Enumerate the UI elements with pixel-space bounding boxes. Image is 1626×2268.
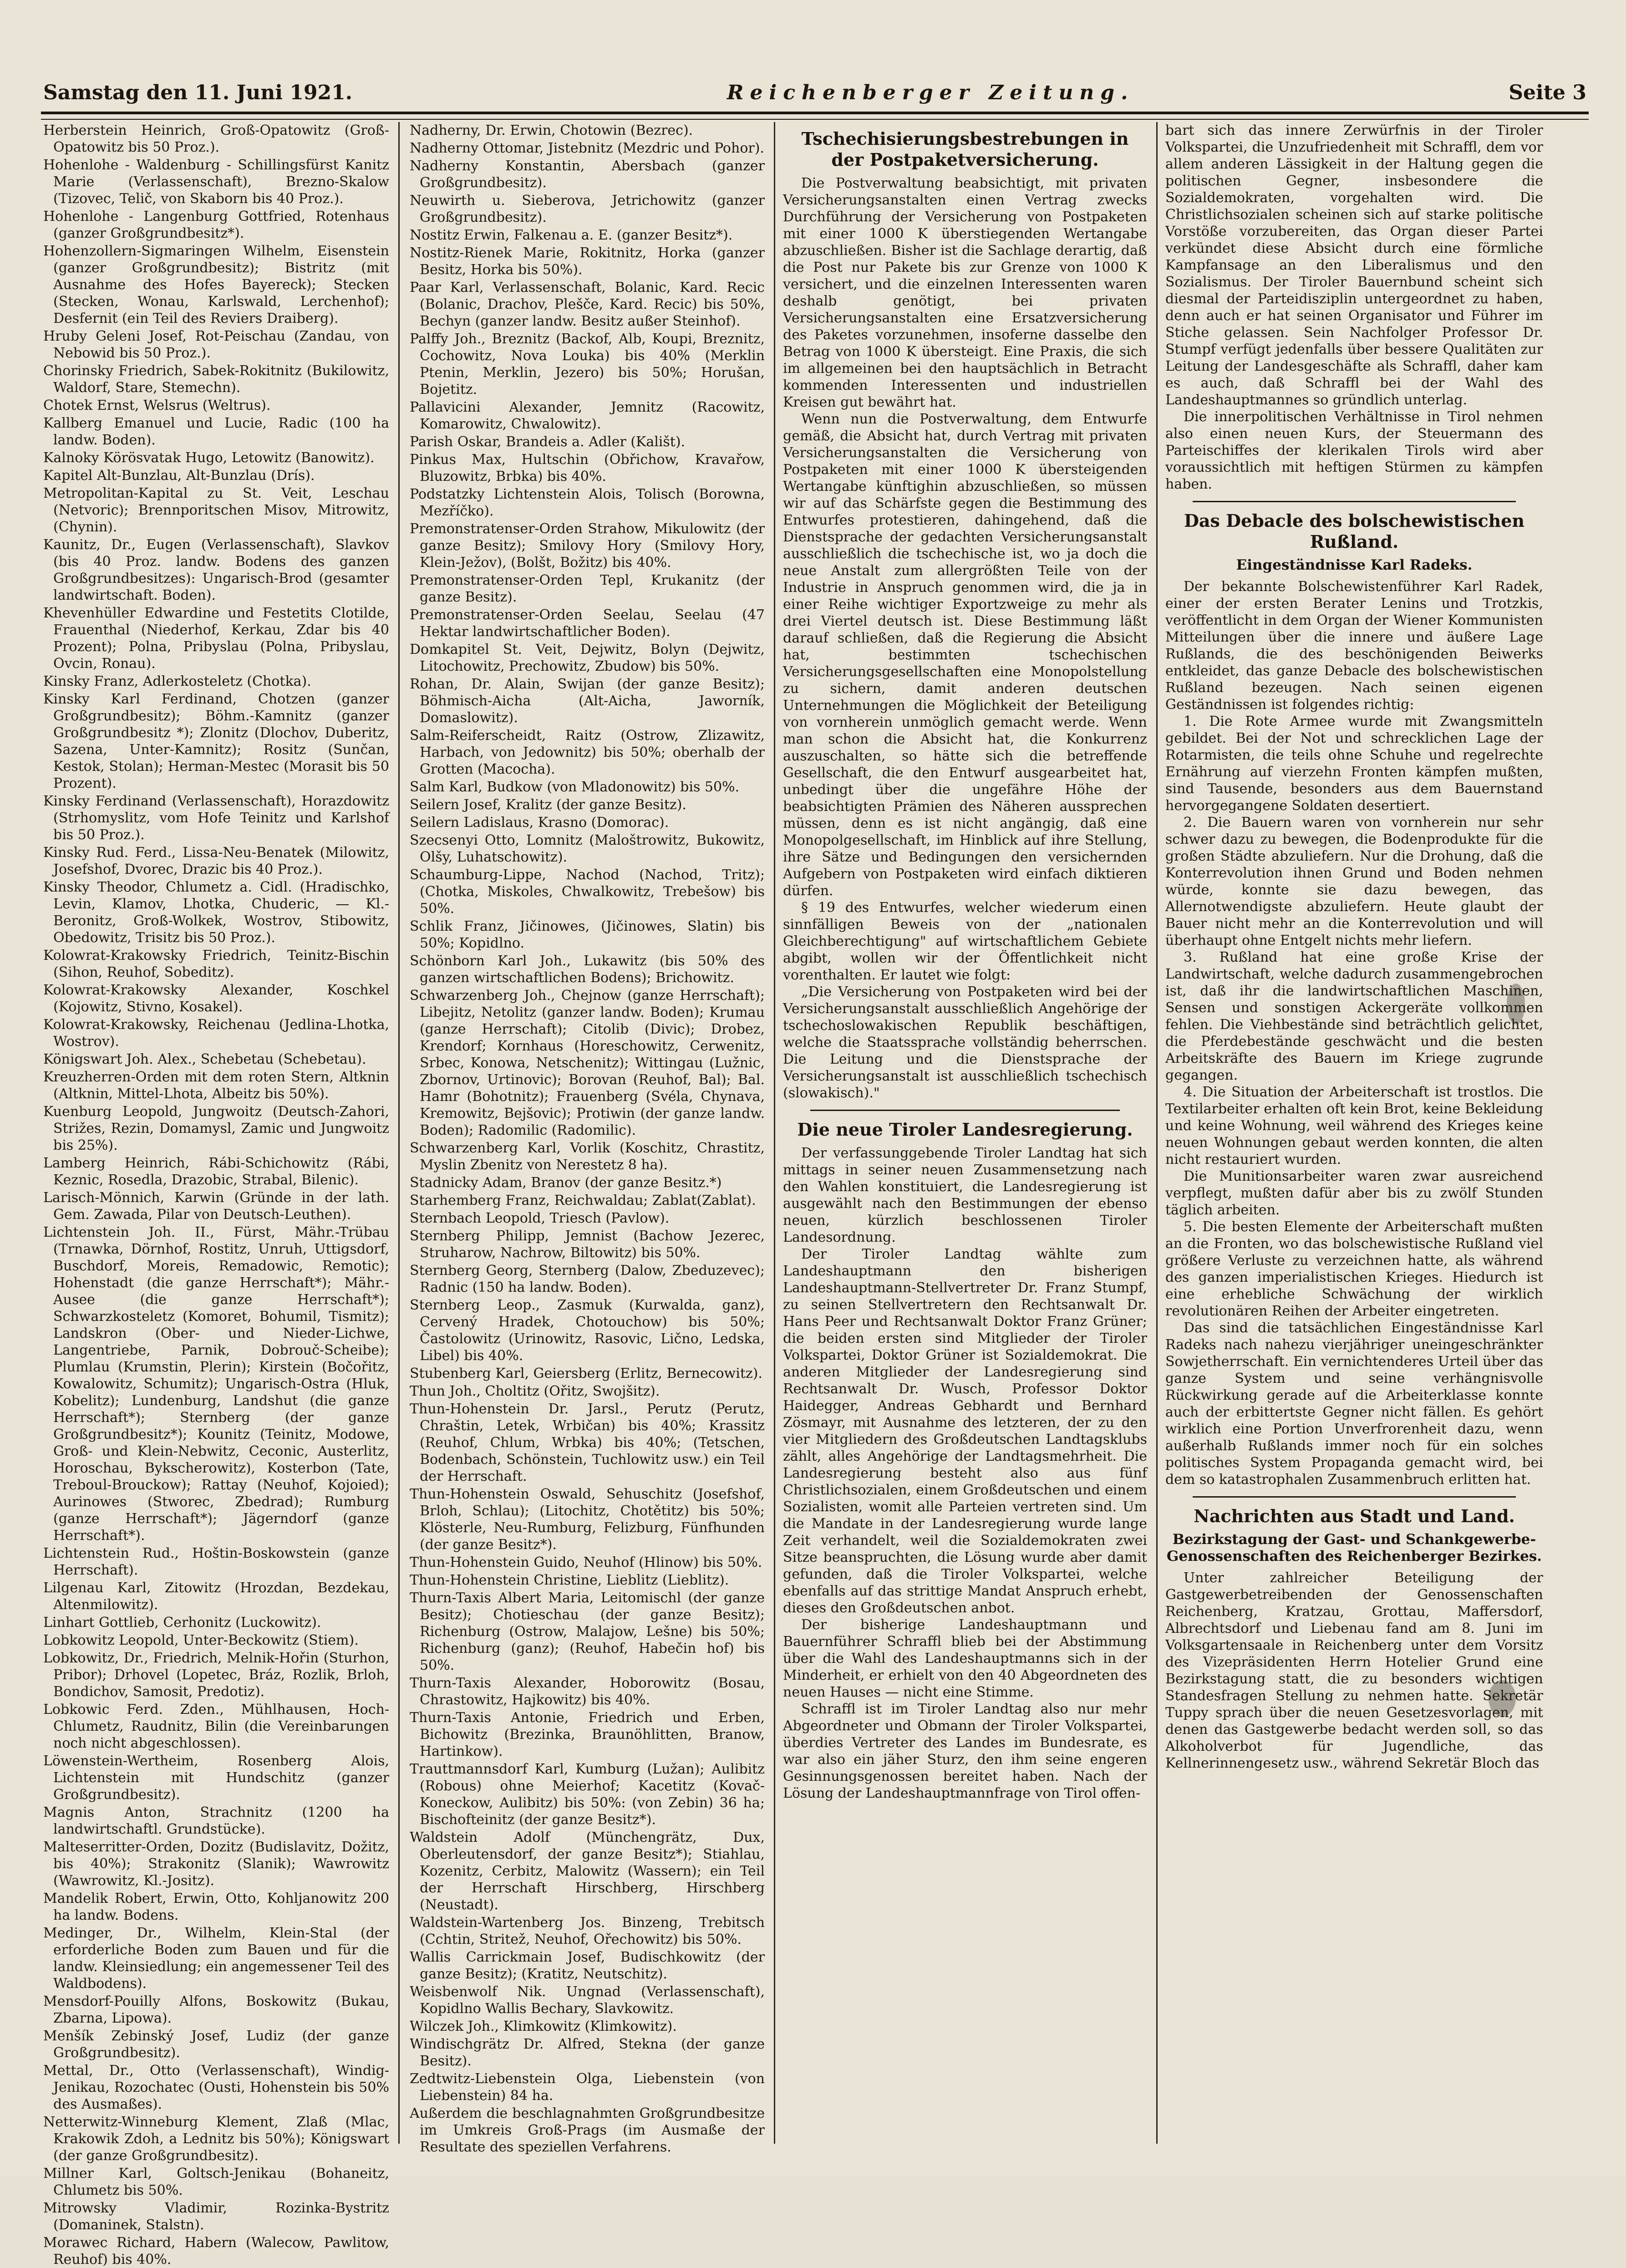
- estate-entry: Königswart Joh. Alex., Schebetau (Schebetau).: [43, 1051, 366, 1067]
- estate-entry: Kaunitz, Dr., Eugen (Verlassenschaft), Slavkov (bis 40 Proz. landw. Bodens des ganzen Großgrundbesitzes): Ungarisch-Brod (gesamter landwirtschaft. Boden).: [43, 537, 389, 603]
- estate-entry: Khevenhüller Edwardine und Festetits Clotilde, Frauenthal (Niederhof, Kerkau, Zdar bis 40 Prozent); Polna, Pribyslau (Polna, Pribyslau, Ovcin, Ronau).: [43, 605, 389, 672]
- estate-entry: Lichtenstein Rud., Hoštin-Boskowstein (ganze Herrschaft).: [43, 1545, 389, 1578]
- estate-entry: Kinsky Theodor, Chlumetz a. Cidl. (Hradischko, Levin, Klamov, Lhotka, Chuderic, — Kl.-Beronitz, Groß-Wolkek, Wostrov, Stibowitz, Obedowitz, Trisitz bis 50 Proz.).: [43, 879, 389, 946]
- article-separator: [810, 1110, 1120, 1111]
- article-paragraph: Der Tiroler Landtag wählte zum Landeshauptmann den bisherigen Landeshauptmann-Stellvertreter Dr. Franz Stumpf, zu seinen Stellvertretern den Rechtsanwalt Dr. Hans Peer und Rechtsanwalt Doktor Franz Grüner; die beiden ersten sind Mitglieder der Tiroler Volkspartei, Doktor Grüner ist Sozialdemokrat. Die anderen Mitglieder der Landesregierung sind Rechtsanwalt Dr. Wusch, Professor Doktor Haidegger, Andreas Gebhardt und Bernhard Zösmayr, mit Ausnahme des letzteren, der zu den vier Mitgliedern des Großdeutschen Landtagsklubs zählt, alles Angehörige der Landtagsmehrheit. Die Landesregierung besteht also aus fünf Christlichsozialen, einem Großdeutschen und einem Sozialisten, womit alle Parteien vertreten sind. Um die Mandate in der Landesregierung wurde lange Zeit verhandelt, weil die Sozialdemokraten zwei Sitze beanspruchten, die Lösung wurde aber damit gefunden, daß die Tiroler Volkspartei, welche ebenfalls auf das strittige Mandat Anspruch erhebt, dieses den Großdeutschen anbot.: [783, 1246, 1147, 1616]
- header-rule: [41, 112, 1589, 120]
- page-header: [43, 76, 1586, 108]
- estate-entry: Pinkus Max, Hultschin (Obřichow, Kravařow, Bluzowitz, Brbka) bis 40%.: [410, 452, 765, 484]
- estate-entry: Trauttmannsdorf Karl, Kumburg (Lužan); Aulibitz (Robous) ohne Meierhof; Kacetitz (Kovač-Koneckow, Aulibitz) bis 50%: (von Zebin) 36 ha; Bischofteinitz (der ganze Besitz*).: [410, 1761, 765, 1828]
- estate-entry: Pallavicini Alexander, Jemnitz (Racowitz, Komarowitz, Chwalowitz).: [410, 399, 765, 432]
- estate-entry: Thurn-Taxis Albert Maria, Leitomischl (der ganze Besitz); Chotieschau (der ganze Besitz); Richenburg (Ostrow, Malajow, Lešne) bis 50%; Richenburg (ganz); (Reuhof, Habečin hof) bis 50%.: [410, 1590, 765, 1673]
- article-subheadline-bezirkstagung: Bezirkstagung der Gast- und Schankgewerbe-Genossenschaften des Reichenberger Bezirkes.: [1166, 1531, 1542, 1565]
- estate-entry: Thurn-Taxis Alexander, Hoborowitz (Bosau, Chrastowitz, Hajkowitz) bis 40%.: [410, 1675, 765, 1708]
- estate-entry: Nadherny Ottomar, Jistebnitz (Mezdric und Pohor).: [410, 140, 764, 156]
- estate-entry: Seilern Josef, Kralitz (der ganze Besitz).: [410, 797, 686, 813]
- estate-entry: Thun-Hohenstein Guido, Neuhof (Hlinow) bis 50%.: [410, 1554, 762, 1570]
- estate-list-column-1: [43, 122, 389, 2268]
- article-paragraph: Der verfassunggebende Tiroler Landtag hat sich mittags in seiner neuen Zusammensetzung nach den Wahlen konstituiert, die Landesregierung ist ausgewählt nach den Bestimmungen der ebenso neuen, kürzlich beschlossenen Tiroler Landesordnung.: [783, 1145, 1147, 1245]
- column-divider: [774, 122, 775, 2144]
- article-subheadline-radek: Eingeständnisse Karl Radeks.: [1236, 557, 1473, 573]
- estate-entry: Premonstratenser-Orden Seelau, Seelau (47 Hektar landwirtschaftlicher Boden).: [410, 607, 765, 640]
- estate-entry: Windischgrätz Dr. Alfred, Stekna (der ganze Besitz).: [410, 2036, 765, 2069]
- article-paragraph: Der bisherige Landeshauptmann und Bauernführer Schraffl blieb bei der Abstimmung über die Wahl des Landeshauptmanns sich in der Minderheit, er erhielt von den 40 Abgeordneten des neuen Hauses — nicht eine Stimme.: [783, 1617, 1147, 1700]
- article-paragraph: bart sich das innere Zerwürfnis in der Tiroler Volkspartei, die Unzufriedenheit mit Schraffl, dem vor allem anderen Lässigkeit in der Haltung gegen die politischen Gegner, insbesondere die Sozialdemokraten, vorgehalten wird. Die Christlichsozialen scheinen sich auf starke politische Vorstöße vorzubereiten, das Organ dieser Partei verkündet diese Absicht durch eine förmliche Kampfansage an den Liberalismus und den Sozialismus. Der Tiroler Bauernbund scheint sich diesmal der Parteidisziplin untergeordnet zu haben, denn auch er hat seinen Organisator und Führer im Stiche gelassen. Sein Nachfolger Professor Dr. Stumpf verfügt jedenfalls über bessere Qualitäten zur Leitung der Landesgeschäfte als Schraffl, daher kam es auch, daß Schraffl bei der Wahl des Landeshauptmannes so gründlich unterlag.: [1165, 122, 1543, 408]
- estate-entry: Löwenstein-Wertheim, Rosenberg Alois, Lichtenstein mit Hundschitz (ganzer Großgrundbesitz).: [43, 1753, 389, 1803]
- article-separator: [1193, 1496, 1516, 1498]
- column-divider: [1156, 122, 1158, 2144]
- article-paragraph: 2. Die Bauern waren von vornherein nur sehr schwer dazu zu bewegen, die Bodenprodukte für die großen Städte abzuliefern. Nur die Drohung, daß die Konterrevolution ihnen Grund und Boden nehmen würde, konnte sie dazu bewegen, das Allernotwendigste abzuliefern. Heute glaubt der Bauer nicht mehr an die Konterrevolution und will überhaupt ohne Entgelt nichts mehr liefern.: [1165, 815, 1543, 948]
- estate-entry: Hohenlohe - Langenburg Gottfried, Rotenhaus (ganzer Großgrundbesitz*).: [43, 209, 389, 241]
- estate-entry: Mandelik Robert, Erwin, Otto, Kohljanowitz 200 ha landw. Bodens.: [43, 1891, 389, 1923]
- issue-date: Samstag den 11. Juni 1921.: [43, 81, 353, 104]
- estate-entry: Schwarzenberg Karl, Vorlik (Koschitz, Chrastitz, Myslin Zbenitz von Nerestetz 8 ha).: [410, 1140, 765, 1173]
- article-column-3: [783, 122, 1147, 2144]
- article-paragraph: Die innerpolitischen Verhältnisse in Tirol nehmen also einen neuen Kurs, der Steuermann des Parteischiffes der klerikalen Tirols wird aber voraussichtlich mit heftigen Stürmen zu kämpfen haben.: [1165, 409, 1543, 492]
- column-divider: [398, 122, 400, 2144]
- estate-entry: Nostitz Erwin, Falkenau a. E. (ganzer Besitz*).: [410, 227, 733, 243]
- estate-entry: Lichtenstein Joh. II., Fürst, Mähr.-Trübau (Trnawka, Dörnhof, Rostitz, Unruh, Uttigsdorf, Buschdorf, Moreis, Remadowic, Remotic); Hohenstadt (die ganze Herrschaft*); Mähr.-Ausee (die ganze Herrschaft*); Schwarzkosteletz (Komoret, Bohumil, Tismitz); Landskron (Ober- und Nieder-Lichwe, Langentriebe, Parnik, Dobrouč-Scheibe); Plumlau (Krumstin, Plerin); Kirstein (Bočořitz, Kowalowitz, Schumitz); Ungarisch-Ostra (Hluk, Kobelitz); Lundenburg, Landshut (die ganze Herrschaft*); Sternberg (der ganze Großgrundbesitz*); Kounitz (Teinitz, Modowe, Groß- und Klein-Nebwitz, Ceconic, Austerlitz, Horoschau, Bykscherowitz), Kosterbon (Tate, Treboul-Brouckow); Rattay (Neuhof, Kojoied); Aurinowes (Stworec, Zbedrad); Rumburg (ganze Herrschaft*); Jägerndorf (ganze Herrschaft*).: [43, 1224, 389, 1544]
- article-headline-tschechisierung: Tschechisierungsbestrebungen in der Postpaketversicherung.: [801, 128, 1129, 170]
- estate-entry: Medinger, Dr., Wilhelm, Klein-Stal (der erforderliche Boden zum Bauen und für die landw. Kleinsiedlung; ein angemessener Teil des Waldbodens).: [43, 1925, 389, 1992]
- ink-smudge: [1507, 984, 1525, 1024]
- estate-entry: Metropolitan-Kapital zu St. Veit, Leschau (Netvoric); Brennporitschen Misov, Mitrowitz, (Chynin).: [43, 485, 389, 535]
- estate-entry: Thurn-Taxis Antonie, Friedrich und Erben, Bichowitz (Brezinka, Braunöhlitten, Branow, Hartinkow).: [410, 1710, 765, 1759]
- estate-entry: Lilgenau Karl, Zitowitz (Hrozdan, Bezdekau, Altenmilowitz).: [43, 1580, 389, 1613]
- estate-entry: Rohan, Dr. Alain, Swijan (der ganze Besitz); Böhmisch-Aicha (Alt-Aicha, Jaworník, Domaslowitz).: [410, 676, 765, 726]
- article-paragraph: „Die Versicherung von Postpaketen wird bei der Versicherungsanstalt ausschließlich Angehörige der tschechoslowakischen Republik beschäftigen, welche die Staatssprache vollständig beherrschen. Die Leitung und die Dienstsprache der Versicherungsanstalt ist ausschließlich tschechisch (slowakisch).": [783, 984, 1147, 1101]
- article-paragraph: § 19 des Entwurfes, welcher wiederum einen sinnfälligen Beweis von der „nationalen Gleichberechtigung" auf wirtschaftlichem Gebiete abgibt, wollen wir der Öffentlichkeit nicht vorenthalten. Er lautet wie folgt:: [783, 900, 1147, 983]
- article-headline-debacle: Das Debacle des bolschewistischen Rußland.: [1184, 510, 1525, 552]
- article-headline-tiroler: Die neue Tiroler Landesregierung.: [797, 1119, 1133, 1140]
- estate-entry: Schwarzenberg Joh., Chejnow (ganze Herrschaft); Libejitz, Netolitz (ganzer landw. Boden); Krumau (ganze Herrschaft); Citolib (Divic); Drobez, Krendorf; Kornhaus (Horeschowitz, Cerwenitz, Srbec, Konowa, Netschenitz); Wittingau (Lužnic, Zbornov, Urtinovic); Borovan (Reuhof, Bal); Bal. Hamr (Bohotnitz); Frauenberg (Svéla, Chynava, Kremowitz, Bejšovic); Protiwin (der ganze landw. Boden); Radomilic (Radomilic).: [410, 988, 765, 1138]
- article-paragraph: Das sind die tatsächlichen Eingeständnisse Karl Radeks nach nahezu vierjähriger uneingeschränkter Sowjetherrschaft. Ein vernichtenderes Urteil über das ganze System und seine verhängnisvolle Rückwirkung gerade auf die Arbeiterklasse konnte auch der erbittertste Gegner nicht fällen. Es gehört wirklich eine Portion Unverfrorenheit dazu, wenn außerhalb Rußlands immer noch für ein solches politisches System Propaganda gemacht wird, bei dem so katastrophalen Zusammenbruch erlitten hat.: [1165, 1320, 1543, 1488]
- ink-smudge: [1489, 1680, 1516, 1717]
- estate-entry: Magnis Anton, Strachnitz (1200 ha landwirtschaftl. Grundstücke).: [43, 1804, 389, 1837]
- article-paragraph: Die Munitionsarbeiter waren zwar ausreichend verpflegt, mußten dafür aber bis zu zwölf Stunden täglich arbeiten.: [1165, 1168, 1543, 1218]
- estate-entry: Herberstein Heinrich, Groß-Opatowitz (Groß-Opatowitz bis 50 Proz.).: [43, 122, 389, 155]
- estate-entry: Hohenzollern-Sigmaringen Wilhelm, Eisenstein (ganzer Großgrundbesitz); Bistritz (mit Ausnahme des Hofes Bayereck); Stecken (Stecken, Wonau, Karlswald, Lerchenhof); Desfernit (ein Teil des Reviers Draiberg).: [43, 243, 389, 326]
- article-paragraph: Die Postverwaltung beabsichtigt, mit privaten Versicherungsanstalten einen Vertrag zwecks Durchführung der Versicherung von Postpaketen mit einer 1000 K überstiegenden Wertangabe abzuschließen. Bisher ist die Sachlage derartig, daß die Post nur Pakete bis zur Grenze von 1000 K versichert, und die einzelnen Interessenten waren deshalb genötigt, bei privaten Versicherungsanstalten eine Ersatzversicherung des Paketes vorzunehmen, insoferne dasselbe den Betrag von 1000 K übersteigt. Eine Praxis, die sich im allgemeinen bei den hauptsächlich in Betracht kommenden Interessenten und industriellen Kreisen gut bewährt hat.: [783, 175, 1147, 410]
- estate-entry: Nadherny, Dr. Erwin, Chotowin (Bezrec).: [410, 122, 693, 138]
- estate-entry: Lobkowic Ferd. Zden., Mühlhausen, Hoch-Chlumetz, Raudnitz, Bilin (die Vereinbarungen noch nicht abgeschlossen).: [43, 1702, 389, 1751]
- estate-entry: Thun Joh., Choltitz (Ořitz, Swojšitz).: [410, 1383, 660, 1399]
- estate-entry: Kinsky Rud. Ferd., Lissa-Neu-Benatek (Milowitz, Josefshof, Dvorec, Drazic bis 40 Proz.).: [43, 845, 389, 877]
- estate-entry: Wallis Carrickmain Josef, Budischkowitz (der ganze Besitz); (Kratitz, Neutschitz).: [410, 1949, 765, 1982]
- estate-entry: Kolowrat-Krakowsky Alexander, Koschkel (Kojowitz, Stivno, Kosakel).: [43, 982, 389, 1015]
- article-paragraph: 4. Die Situation der Arbeiterschaft ist trostlos. Die Textilarbeiter erhalten oft kein Brot, keine Bekleidung und keine Wohnung, weil während des Krieges keine neuen Wohnungen gebaut werden konnten, die alten nicht restauriert wurden.: [1165, 1084, 1543, 1167]
- estate-entry: Schlik Franz, Jičinowes, (Jičinowes, Slatin) bis 50%; Kopidlno.: [410, 918, 765, 951]
- estate-entry: Wilczek Joh., Klimkowitz (Klimkowitz).: [410, 2018, 677, 2034]
- article-paragraph: 5. Die besten Elemente der Arbeiterschaft mußten an die Fronten, wo das bolschewistische Rußland viel größere Verluste zu verzeichnen hatte, als während des ganzen imperialistischen Krieges. Hiedurch ist eine erhebliche Schwächung der wirklich revolutionären Reihen der Arbeiter eingetreten.: [1165, 1219, 1543, 1319]
- estate-entry: Mettal, Dr., Otto (Verlassenschaft), Windig-Jenikau, Rozochatec (Ousti, Hohenstein bis 50% des Ausmaßes).: [43, 2063, 389, 2112]
- article-column-4: [1165, 122, 1543, 2144]
- estate-entry: Seilern Ladislaus, Krasno (Domorac).: [410, 815, 669, 831]
- article-paragraph: Schraffl ist im Tiroler Landtag also nur mehr Abgeordneter und Obmann der Tiroler Volkspartei, überdies Vertreter des Landes im Bundesrate, es war also ein jäher Sturz, den ihm seine engeren Gesinnungsgenossen bereitet haben. Nach der Lösung der Landeshauptmannfrage von Tirol offen-: [783, 1701, 1147, 1801]
- estate-entry: Kolowrat-Krakowsky Friedrich, Teinitz-Bischin (Sihon, Reuhof, Sobeditz).: [43, 948, 389, 980]
- estate-entry: Lobkowitz, Dr., Friedrich, Melnik-Hořin (Sturhon, Pribor); Drhovel (Lopetec, Bráz, Rozlik, Brloh, Bondichov, Samosit, Predotiz).: [43, 1650, 389, 1700]
- estate-entry: Mitrowsky Vladimir, Rozinka-Bystritz (Domaninek, Stalstn).: [43, 2200, 389, 2233]
- estate-entry: Paar Karl, Verlassenschaft, Bolanic, Kard. Recic (Bolanic, Drachov, Plešče, Kard. Recic) bis 50%, Bechyn (ganzer landw. Besitz außer Steinhof).: [410, 280, 765, 329]
- estate-entry: Premonstratenser-Orden Tepl, Krukanitz (der ganze Besitz).: [410, 572, 765, 605]
- estate-entry: Kapitel Alt-Bunzlau, Alt-Bunzlau (Drís).: [43, 468, 315, 484]
- estate-entry: Hruby Geleni Josef, Rot-Peischau (Zandau, von Nebowid bis 50 Proz.).: [43, 328, 389, 361]
- article-paragraph: Der bekannte Bolschewistenführer Karl Radek, einer der ersten Berater Lenins und Trotzkis, veröffentlicht in dem Organ der Wiener Kommunisten Mitteilungen über die innere und äußere Lage Rußlands, die des beschönigenden Beiwerks entkleidet, das ganze Debacle des bolschewistischen Rußland bezeugen. Nach seinen eigenen Geständnissen ist folgendes richtig:: [1165, 579, 1543, 713]
- estate-entry: Schönborn Karl Joh., Lukawitz (bis 50% des ganzen wirtschaftlichen Bodens); Brichowitz.: [410, 953, 765, 986]
- estate-list-column-2: [410, 122, 765, 2155]
- estate-entry: Sternberg Leop., Zasmuk (Kurwalda, ganz), Cervený Hradek, Chotouchow) bis 50%; Častolowitz (Urinowitz, Rasovic, Lično, Ledska, Libel) bis 40%.: [410, 1297, 765, 1364]
- estate-entry: Lamberg Heinrich, Rábi-Schichowitz (Rábi, Keznic, Rosedla, Drazobic, Strabal, Bilenic).: [43, 1155, 389, 1188]
- estate-entry: Kolowrat-Krakowsky, Reichenau (Jedlina-Lhotka, Wostrov).: [43, 1017, 389, 1050]
- estate-entry: Schaumburg-Lippe, Nachod (Nachod, Tritz); (Chotka, Miskoles, Chwalkowitz, Trebešow) bis 50%.: [410, 867, 765, 917]
- estate-entry: Larisch-Mönnich, Karwin (Gründe in der lath. Gem. Zawada, Pilar von Deutsch-Leuthen).: [43, 1190, 389, 1223]
- estate-entry: Kallberg Emanuel und Lucie, Radic (100 ha landw. Boden).: [43, 415, 389, 448]
- estate-entry: Menšík Zebinský Josef, Ludiz (der ganze Großgrundbesitz).: [43, 2028, 389, 2061]
- estate-entry: Sternbach Leopold, Triesch (Pavlow).: [410, 1210, 670, 1226]
- estate-entry: Weisbenwolf Nik. Ungnad (Verlassenschaft), Kopidlno Wallis Bechary, Slavkowitz.: [410, 1984, 765, 2017]
- newspaper-title: Reichenberger Zeitung.: [727, 81, 1134, 104]
- estate-entry: Kreuzherren-Orden mit dem roten Stern, Altknin (Altknin, Mittel-Lhota, Albeitz bis 50%).: [43, 1069, 389, 1102]
- estate-entry: Malteserritter-Orden, Dozitz (Budislavitz, Dožitz, bis 40%); Strakonitz (Slanik); Wawrowitz (Wawrowitz, Kl.-Jositz).: [43, 1839, 389, 1889]
- estate-entry: Waldstein Adolf (Münchengrätz, Dux, Oberleutensdorf, der ganze Besitz*); Stiahlau, Kozenitz, Cerbitz, Malowitz (Wassern); ein Teil der Herrschaft Hirschberg, Hirschberg (Neustadt).: [410, 1830, 765, 1913]
- estate-entry: Parish Oskar, Brandeis a. Adler (Kališt).: [410, 434, 686, 450]
- estate-entry: Starhemberg Franz, Reichwaldau; Zablat(Zablat).: [410, 1193, 756, 1208]
- estate-entry: Linhart Gottlieb, Cerhonitz (Luckowitz).: [43, 1615, 321, 1631]
- estate-entry: Salm-Reiferscheidt, Raitz (Ostrow, Zlizawitz, Harbach, von Jedownitz) bis 50%; oberhalb der Grotten (Macocha).: [410, 728, 765, 777]
- estate-entry: Sternberg Georg, Sternberg (Dalow, Zbeduzevec); Radnic (150 ha landw. Boden).: [410, 1263, 765, 1295]
- estate-entry: Lobkowitz Leopold, Unter-Beckowitz (Stiem).: [43, 1632, 359, 1648]
- article-paragraph: 1. Die Rote Armee wurde mit Zwangsmitteln gebildet. Bei der Not und schrecklichen Lage der Rotarmisten, die teils ohne Schuhe und regelrechte Ernährung auf vierzehn Fronten kämpfen mußten, sind Tausende, besonders aus dem Bauernstand hervorgegangene Soldaten desertiert.: [1165, 714, 1543, 814]
- estate-entry: Zedtwitz-Liebenstein Olga, Liebenstein (von Liebenstein) 84 ha.: [410, 2071, 765, 2104]
- estate-entry: Netterwitz-Winneburg Klement, Zlaß (Mlac, Krakowik Zdoh, a Lednitz bis 50%); Königswart (der ganze Großgrundbesitz).: [43, 2114, 389, 2164]
- article-paragraph: Wenn nun die Postverwaltung, dem Entwurfe gemäß, die Absicht hat, durch Vertrag mit privaten Versicherungsanstalten die Versicherung von Postpaketen mit einer 1000 K übersteigenden Wertangabe künftighin abzuschließen, so müssen wir auf das Schärfste gegen die Bestimmung des Entwurfes protestieren, dahingehend, daß die Dienstsprache der gedachten Versicherungsanstalt ausschließlich die tschechische ist, wo ja doch die neue Anstalt zum allergrößten Teile von der Industrie in Anspruch genommen wird, die ja in einer Reihe wichtiger Exportzweige zu mehr als drei Viertel deutsch ist. Diese Bestimmung läßt darauf schließen, daß die Regierung die Absicht hat, bestimmten tschechischen Versicherungsgesellschaften eine Monopolstellung zu sichern, damit anderen deutschen Unternehmungen die Möglichkeit der Beteiligung von vornherein unmöglich gemacht werde. Wenn man schon die Absicht hat, die Konkurrenz auszuschalten, so hätte sich die betreffende Gesellschaft, die den Entwurf ausgearbeitet hat, unbedingt über die ungefähre Höhe der beabsichtigten Prämien des Näheren aussprechen müssen, denn es ist nicht angängig, daß eine Monopolgesellschaft, im Hinblick auf ihre Stellung, ihre Sätze und Bedingungen den versichernden Aufgebern von Postpaketen wird einfach diktieren dürfen.: [783, 411, 1147, 899]
- estate-entry: Millner Karl, Goltsch-Jenikau (Bohaneitz, Chlumetz bis 50%.: [43, 2166, 389, 2198]
- estate-entry: Kuenburg Leopold, Jungwoitz (Deutsch-Zahori, Strižes, Rezin, Domamysl, Zamic und Jungwoitz bis 25%).: [43, 1104, 389, 1153]
- estate-entry: Kinsky Ferdinand (Verlassenschaft), Horazdowitz (Strhomyslitz, vom Hofe Teinitz und Karlshof bis 50 Proz.).: [43, 793, 389, 843]
- estate-entry: Palffy Joh., Breznitz (Backof, Alb, Koupi, Breznitz, Cochowitz, Nova Louka) bis 40% (Merklin Ptenin, Merklin, Jezero) bis 50%; Horušan, Bojetitz.: [410, 331, 765, 398]
- estate-entry: Nadherny Konstantin, Abersbach (ganzer Großgrundbesitz).: [410, 158, 765, 191]
- article-paragraph: 3. Rußland hat eine große Krise der Landwirtschaft, welche dadurch zusammengebrochen ist, daß ihr die landwirtschaftlichen Maschinen, Sensen und sonstigen Ackergeräte vollkommen fehlen. Die Viehbestände sind beträchtlich gelichtet, die Pferdebestände geschwächt und die besten Arbeitskräfte des Bauern im Kriege zugrunde gegangen.: [1165, 949, 1543, 1083]
- estate-entry: Thun-Hohenstein Christine, Lieblitz (Lieblitz).: [410, 1572, 729, 1588]
- estate-entry: Stubenberg Karl, Geiersberg (Erlitz, Bernecowitz).: [410, 1366, 762, 1381]
- estate-entry: Morawec Richard, Habern (Walecow, Pawlitow, Reuhof) bis 40%.: [43, 2235, 389, 2268]
- estate-entry: Kinsky Karl Ferdinand, Chotzen (ganzer Großgrundbesitz); Böhm.-Kamnitz (ganzer Großgrundbesitz *); Zlonitz (Dlochov, Duberitz, Sazena, Unter-Kamnitz); Rositz (Sunčan, Kestok, Stolan); Herman-Mestec (Morasit bis 50 Prozent).: [43, 691, 389, 791]
- estate-entry: Szecsenyi Otto, Lomnitz (Maloštrowitz, Bukowitz, Olšy, Luhatschowitz).: [410, 832, 765, 865]
- estate-entry: Neuwirth u. Sieberova, Jetrichowitz (ganzer Großgrundbesitz).: [410, 193, 765, 225]
- article-paragraph: Unter zahlreicher Beteiligung der Gastgewerbetreibenden der Genossenschaften Reichenberg, Kratzau, Grottau, Maffersdorf, Albrechtsdorf und Liebenau fand am 8. Juni im Volksgartensaale in Reichenberg unter dem Vorsitz des Vizepräsidenten Herrn Hotelier Grund eine Bezirkstagung statt, die zu besonders wichtigen Standesfragen Stellung zu nehmen hatte. Sekretär Tuppy sprach über die neuen Gesetzesvorlagen, mit denen das Gastgewerbe bedacht werden soll, so das Alkoholverbot für Jugendliche, das Kellnerinnengesetz usw., während Sekretär Bloch das: [1165, 1570, 1543, 1771]
- article-headline-nachrichten: Nachrichten aus Stadt und Land.: [1194, 1506, 1515, 1526]
- estate-entry: Hohenlohe - Waldenburg - Schillingsfürst Kanitz Marie (Verlassenschaft), Brezno-Skalow (Tizovec, Telič, von Skaborn bis 40 Proz.).: [43, 157, 389, 207]
- estate-entry: Chorinsky Friedrich, Sabek-Rokitnitz (Bukilowitz, Waldorf, Stare, Stemechn).: [43, 363, 389, 396]
- estate-entry: Kalnoky Körösvatak Hugo, Letowitz (Banowitz).: [43, 450, 375, 466]
- estate-entry: Sternberg Philipp, Jemnist (Bachow Jezerec, Struharow, Nachrow, Biltowitz) bis 50%.: [410, 1228, 765, 1261]
- estate-entry: Mensdorf-Pouilly Alfons, Boskowitz (Bukau, Zbarna, Lipowa).: [43, 1993, 389, 2026]
- estate-entry: Podstatzky Lichtenstein Alois, Tolisch (Borowna, Mezříčko).: [410, 486, 765, 519]
- estate-entry: Stadnicky Adam, Branov (der ganze Besitz.*): [410, 1175, 722, 1191]
- estate-entry: Thun-Hohenstein Dr. Jarsl., Perutz (Perutz, Chraštin, Letek, Wrbičan) bis 40%; Krassitz (Reuhof, Chlum, Wrbka) bis 40%; (Tetschen, Bodenbach, Schönstein, Tuchlowitz usw.) ein Teil der Herrschaft.: [410, 1401, 765, 1484]
- estate-entry: Salm Karl, Budkow (von Mladonowitz) bis 50%.: [410, 779, 740, 795]
- estate-entry: Nostitz-Rienek Marie, Rokitnitz, Horka (ganzer Besitz, Horka bis 50%).: [410, 245, 765, 278]
- estate-entry: Premonstratenser-Orden Strahow, Mikulowitz (der ganze Besitz); Smilovy Hory (Smilovy Hory, Klein-Ježov), (Bolšt, Božitz) bis 40%.: [410, 521, 765, 571]
- page-number: Seite 3: [1509, 81, 1586, 104]
- estate-entry: Thun-Hohenstein Oswald, Sehuschitz (Josefshof, Brloh, Schlau); (Litochitz, Chotětitz) bis 50%; Klösterle, Neu-Rumburg, Felizburg, Fünfhunden (der ganze Besitz*).: [410, 1486, 765, 1553]
- estate-entry: Chotek Ernst, Welsrus (Weltrus).: [43, 398, 271, 413]
- article-separator: [1193, 501, 1516, 502]
- estate-entry: Domkapitel St. Veit, Dejwitz, Bolyn (Dejwitz, Litochowitz, Prechowitz, Zbudow) bis 50%.: [410, 642, 765, 674]
- estate-entry: Waldstein-Wartenberg Jos. Binzeng, Trebitsch (Cchtin, Stritež, Neuhof, Ořechowitz) bis 50%.: [410, 1915, 765, 1947]
- estate-entry: Kinsky Franz, Adlerkosteletz (Chotka).: [43, 673, 311, 689]
- estate-entry: Außerdem die beschlagnahmten Großgrundbesitze im Umkreis Groß-Prags (im Ausmaße der Resultate des speziellen Verfahrens.: [410, 2105, 765, 2155]
